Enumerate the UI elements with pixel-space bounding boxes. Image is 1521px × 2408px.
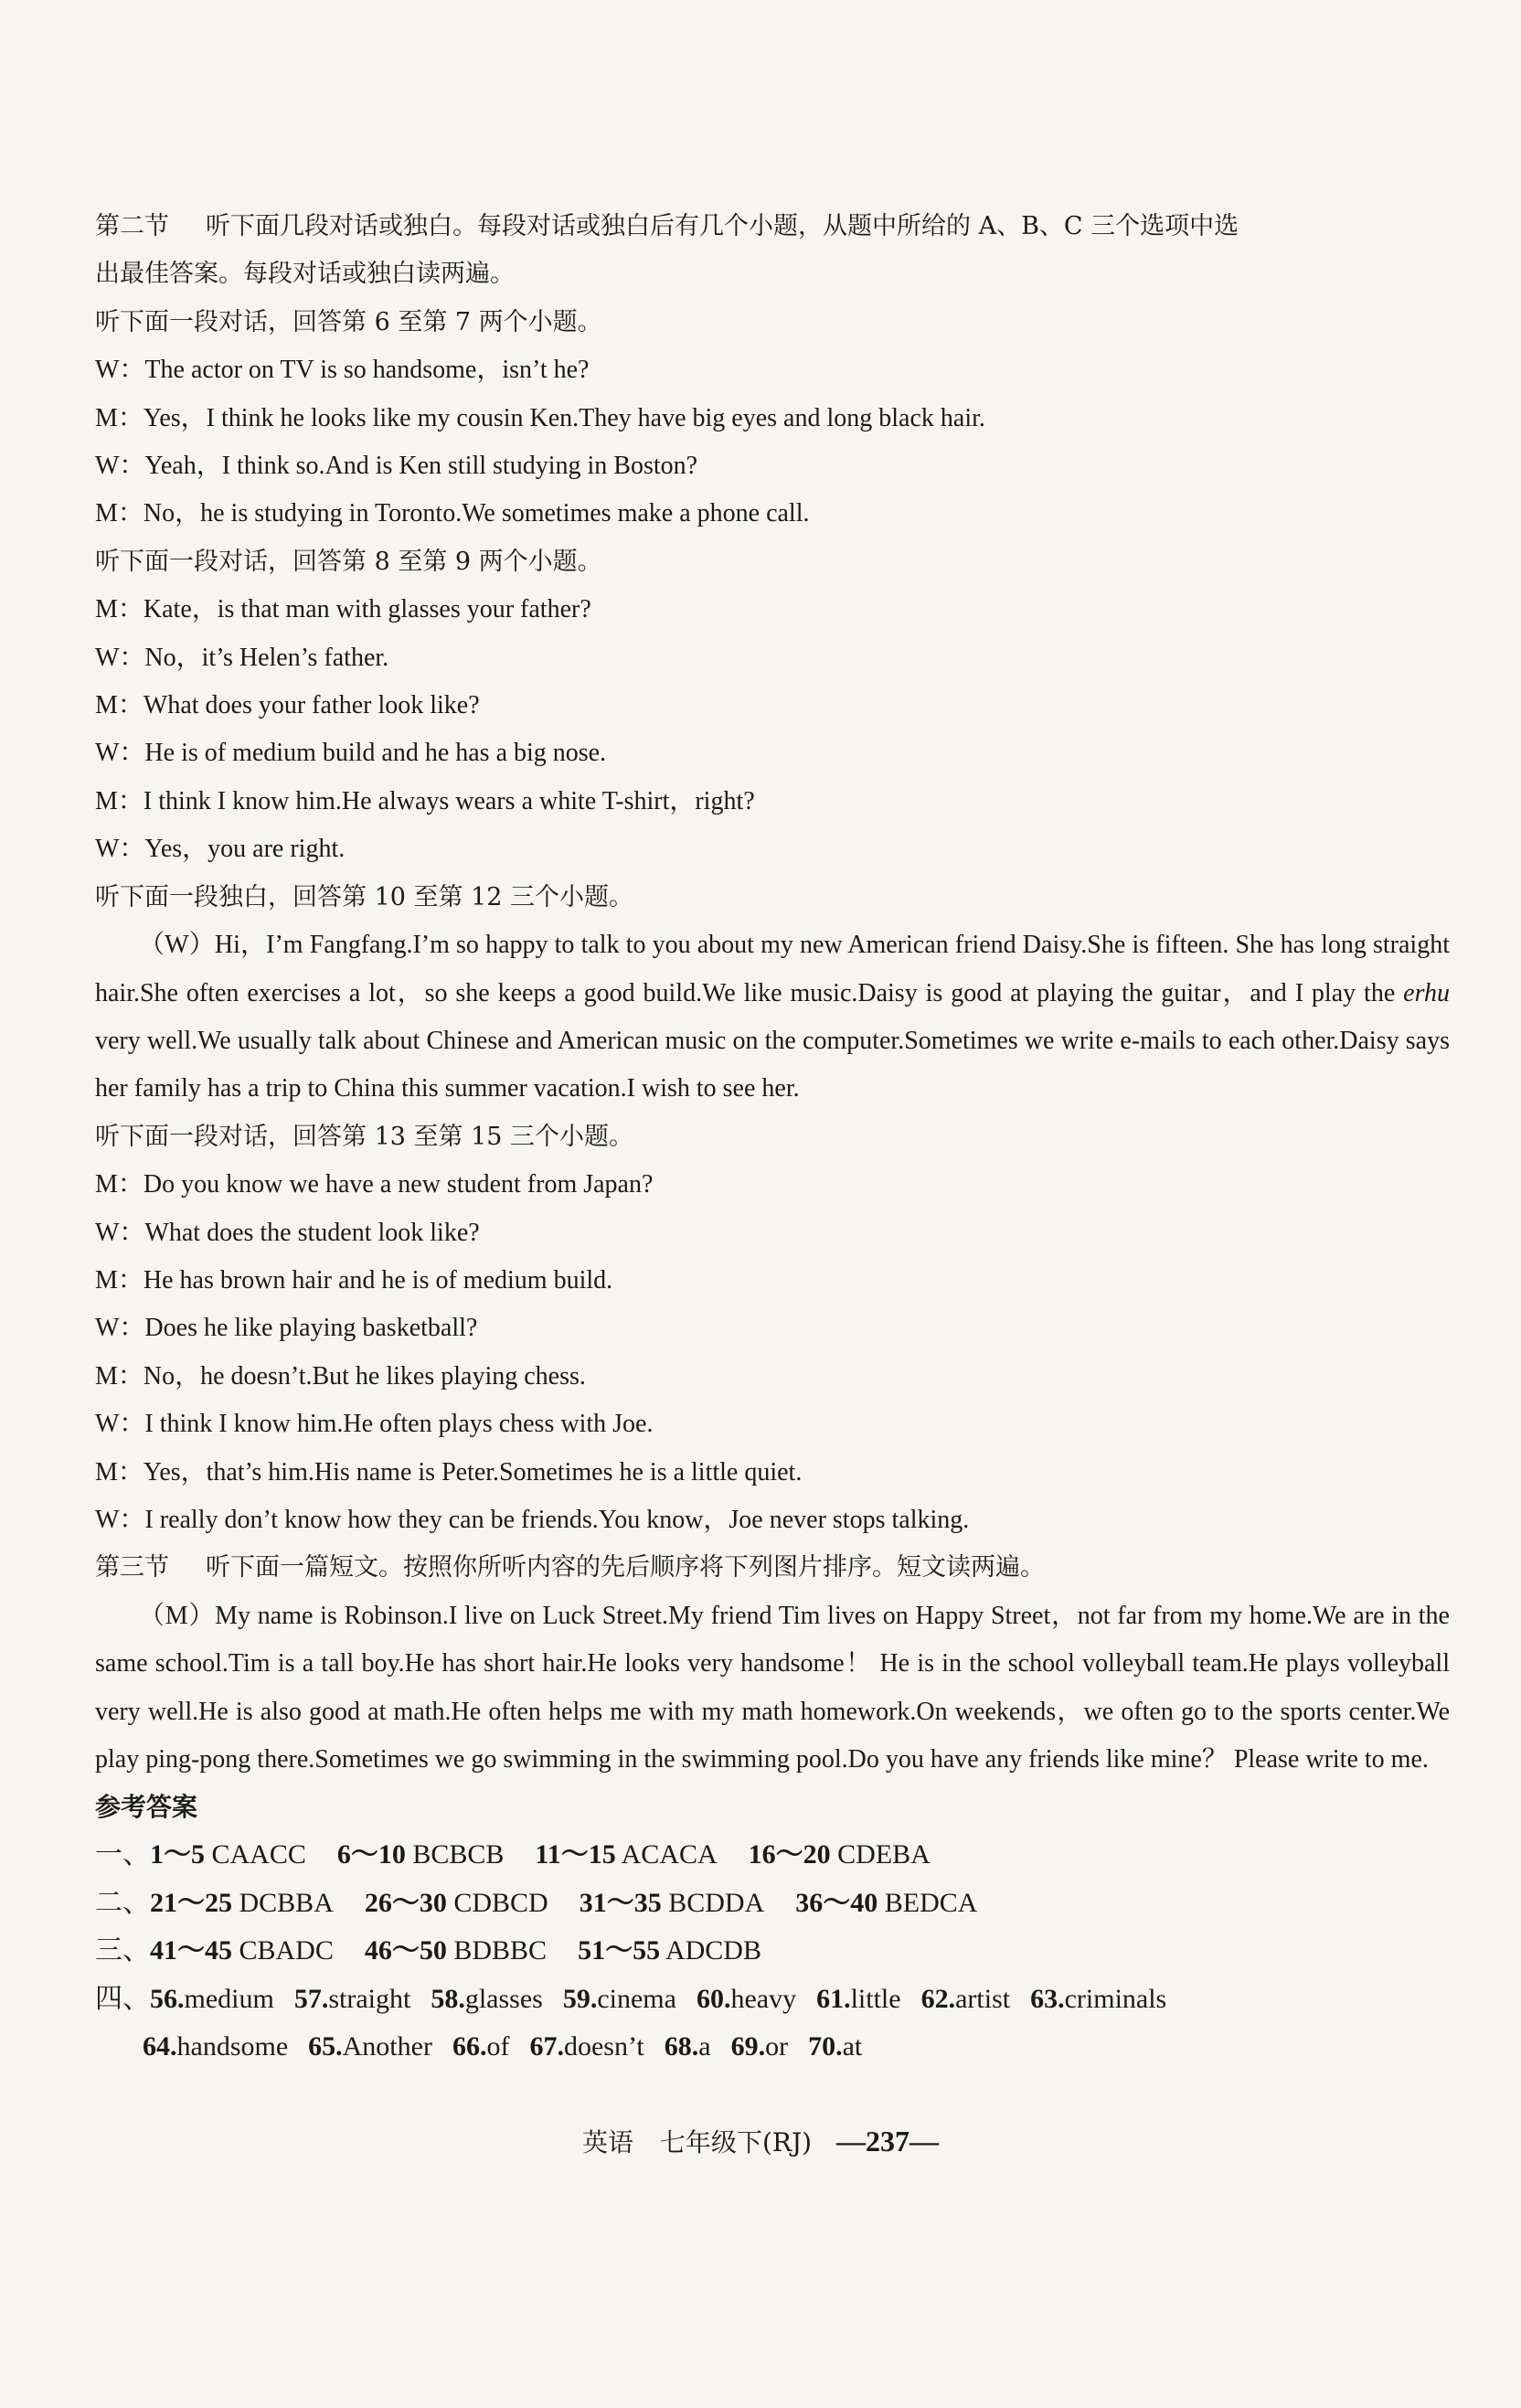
answer-number: 56. xyxy=(150,1983,185,2014)
answer-word: a xyxy=(698,2031,711,2062)
answer-item xyxy=(731,2031,789,2062)
dialog-line: M：I think I know him.He always wears a white T-shirt，right? xyxy=(95,786,755,815)
answer-letters: BDBBC xyxy=(453,1935,548,1966)
section3-passage: （M）My name is Robinson.I live on Luck Street.My friend Tim lives on Happy Street，not far from my home.We are in the same school.Tim is a tall boy.He has short hair.He looks very handsome！ He is in the school volleyball team.He plays volleyball very well.He is also good at math.He often helps me with my math homework.On weekends，we often go to the sports center.We play ping-pong there.Sometimes we go swimming in the swimming pool.Do you have any friends like mine？ Please write to me. xyxy=(95,1601,1450,1774)
answer-group xyxy=(150,1839,306,1870)
answer-item xyxy=(921,1984,1011,2014)
dialog-line: W：Yes，you are right. xyxy=(95,835,346,864)
answer-range: 11～15 xyxy=(535,1839,616,1870)
answer-word: of xyxy=(486,2031,510,2062)
answer-group xyxy=(150,1888,334,1918)
answer-letters: BCDDA xyxy=(668,1887,765,1918)
answer-part1 xyxy=(95,1831,1450,1879)
answer-part-prefix: 四、 xyxy=(95,1983,150,2014)
answer-range: 16～20 xyxy=(748,1839,831,1870)
answer-number: 63. xyxy=(1030,1983,1065,2014)
answer-word: medium xyxy=(184,1983,274,2014)
answer-group xyxy=(337,1839,505,1870)
answer-word: heavy xyxy=(730,1983,797,2014)
answer-group xyxy=(795,1888,977,1918)
answer-group xyxy=(365,1935,547,1966)
monologue-text-part2: very well.We usually talk about Chinese and American music on the computer.Sometimes we write e-mails to each other.Daisy says her family has a trip to China this summer vacation.I wish to see her. xyxy=(95,1026,1450,1103)
answer-part2 xyxy=(95,1880,1450,1927)
monologue-italic-word: erhu xyxy=(1403,978,1450,1007)
dialog1-intro: 听下面一段对话，回答第 6 至第 7 两个小题。 xyxy=(95,307,602,336)
answer-range: 51～55 xyxy=(578,1935,661,1966)
dialog-line: M：He has brown hair and he is of medium build. xyxy=(95,1265,613,1295)
answer-number: 68. xyxy=(664,2031,699,2062)
answer-key xyxy=(95,1784,1450,2071)
dialog3-intro: 听下面一段对话，回答第 13 至第 15 三个小题。 xyxy=(95,1122,634,1151)
answer-number: 66. xyxy=(452,2031,487,2062)
answer-number: 62. xyxy=(920,1983,956,2014)
answer-item xyxy=(697,1984,796,2014)
dialog-line: M：Kate，is that man with glasses your father? xyxy=(95,595,591,624)
page-number: —237— xyxy=(836,2125,939,2158)
answer-part-prefix: 二、 xyxy=(95,1887,150,1918)
page-footer xyxy=(0,2123,1521,2161)
dialog-line: M：No，he doesn’t.But he likes playing chess. xyxy=(95,1361,586,1390)
answer-letters: ACACA xyxy=(621,1839,718,1870)
answer-group xyxy=(365,1888,548,1918)
dialog-line: M：Yes，I think he looks like my cousin Ken.They have big eyes and long black hair. xyxy=(95,403,985,432)
footer-edition: (RJ) xyxy=(761,2127,813,2158)
answer-item xyxy=(143,2031,288,2062)
answer-item xyxy=(308,2031,432,2062)
dialog-line: W：Does he like playing basketball? xyxy=(95,1314,478,1343)
answer-word: doesn’t xyxy=(563,2031,644,2062)
answer-word: glasses xyxy=(464,1983,543,2014)
answer-word: at xyxy=(842,2031,863,2062)
section2-instructions-line1 xyxy=(95,203,1450,250)
answer-part4-line2 xyxy=(95,2023,1450,2071)
answer-number: 58. xyxy=(431,1983,465,2014)
answer-group xyxy=(578,1935,761,1966)
answer-word: handsome xyxy=(176,2031,289,2062)
dialog-line: W：I really don’t know how they can be friends.You know，Joe never stops talking. xyxy=(95,1505,970,1534)
dialog-line: W：Yeah，I think so.And is Ken still studying in Boston? xyxy=(95,452,698,481)
answer-range: 21～25 xyxy=(150,1887,232,1918)
footer-subject: 英语 xyxy=(582,2127,634,2158)
answer-word: cinema xyxy=(597,1983,676,2014)
answer-range: 1～5 xyxy=(150,1839,205,1870)
answer-word: artist xyxy=(955,1983,1011,2014)
footer-grade: 七年级下 xyxy=(659,2127,762,2158)
answer-range: 46～50 xyxy=(364,1935,447,1966)
answer-range: 26～30 xyxy=(364,1887,447,1918)
answer-range: 31～35 xyxy=(579,1887,662,1918)
answer-number: 67. xyxy=(529,2031,564,2062)
dialog-line: W：I think I know him.He often plays chess with Joe. xyxy=(95,1410,654,1439)
answer-part4-line1 xyxy=(95,1976,1450,2023)
answer-number: 57. xyxy=(293,1983,329,2014)
answer-number: 65. xyxy=(308,2031,343,2062)
answer-number: 69. xyxy=(730,2031,766,2062)
answer-item xyxy=(665,2031,711,2062)
answer-word: little xyxy=(850,1983,901,2014)
monologue-paragraph xyxy=(95,922,1450,1113)
answer-letters: CDBCD xyxy=(453,1887,548,1918)
answer-item xyxy=(808,2031,862,2062)
section3-instructions xyxy=(95,1544,1450,1592)
page-content xyxy=(95,203,1450,2071)
answer-part3 xyxy=(95,1927,1450,1975)
section2-label: 第二节 xyxy=(95,212,169,240)
monologue-intro: 听下面一段独白，回答第 10 至第 12 三个小题。 xyxy=(95,882,634,911)
answer-word: straight xyxy=(328,1983,411,2014)
answer-letters: CAACC xyxy=(211,1839,306,1870)
section2-instructions-line2: 出最佳答案。每段对话或独白读两遍。 xyxy=(95,260,515,289)
answer-number: 60. xyxy=(696,1983,731,2014)
answer-item xyxy=(431,1984,543,2014)
answer-item xyxy=(529,2031,644,2062)
answer-number: 61. xyxy=(816,1983,851,2014)
section2-instructions-text1: 听下面几段对话或独白。每段对话或独白后有几个小题，从题中所给的 A、B、C 三个选项中选 xyxy=(206,212,1239,240)
dialog2-intro: 听下面一段对话，回答第 8 至第 9 两个小题。 xyxy=(95,547,602,576)
answer-group xyxy=(749,1839,931,1870)
answer-word: Another xyxy=(342,2031,432,2062)
answer-letters: ADCDB xyxy=(665,1935,761,1966)
answer-letters: DCBBA xyxy=(239,1887,334,1918)
answer-number: 70. xyxy=(808,2031,843,2062)
dialog-line: W：The actor on TV is so handsome，isn’t he? xyxy=(95,356,590,385)
dialog-line: M：Do you know we have a new student from Japan? xyxy=(95,1170,654,1199)
answer-word: criminals xyxy=(1064,1983,1167,2014)
answer-item xyxy=(294,1984,411,2014)
dialog-line: M：Yes，that’s him.His name is Peter.Sometimes he is a little quiet. xyxy=(95,1457,803,1486)
answer-letters: CBADC xyxy=(239,1935,334,1966)
answer-item xyxy=(452,2031,510,2062)
dialog-line: W：He is of medium build and he has a big nose. xyxy=(95,739,607,768)
section3-label: 第三节 xyxy=(95,1553,169,1582)
answer-key-heading: 参考答案 xyxy=(95,1792,198,1823)
dialog-line: M：What does your father look like? xyxy=(95,691,480,720)
answer-number: 59. xyxy=(562,1983,598,2014)
answer-range: 36～40 xyxy=(795,1887,878,1918)
answer-group xyxy=(580,1888,765,1918)
answer-letters: CDEBA xyxy=(837,1839,931,1870)
answer-part-prefix: 三、 xyxy=(95,1935,150,1966)
dialog-line: W：No，it’s Helen’s father. xyxy=(95,643,389,672)
section3-instructions-text: 听下面一篇短文。按照你所听内容的先后顺序将下列图片排序。短文读两遍。 xyxy=(206,1553,1045,1582)
answer-group xyxy=(150,1935,334,1966)
answer-item xyxy=(1030,1984,1166,2014)
answer-item xyxy=(563,1984,676,2014)
answer-letters: BCBCB xyxy=(412,1839,505,1870)
answer-number: 64. xyxy=(143,2031,177,2062)
answer-part-prefix: 一、 xyxy=(95,1839,150,1870)
dialog-line: M：No，he is studying in Toronto.We sometimes make a phone call. xyxy=(95,499,810,528)
answer-range: 41～45 xyxy=(150,1935,232,1966)
answer-item xyxy=(816,1984,901,2014)
answer-group xyxy=(535,1839,717,1870)
monologue-text-part1: （W）Hi，I’m Fangfang.I’m so happy to talk to you about my new American friend Daisy.She is fifteen. She has long straight hair.She often exercises a lot，so she keeps a good build.We like music.Daisy is good at playing the guitar，and I play the xyxy=(95,931,1450,1007)
answer-item xyxy=(150,1984,274,2014)
dialog-line: W：What does the student look like? xyxy=(95,1218,480,1247)
answer-word: or xyxy=(765,2031,789,2062)
answer-range: 6～10 xyxy=(336,1839,406,1870)
answer-letters: BEDCA xyxy=(884,1887,978,1918)
